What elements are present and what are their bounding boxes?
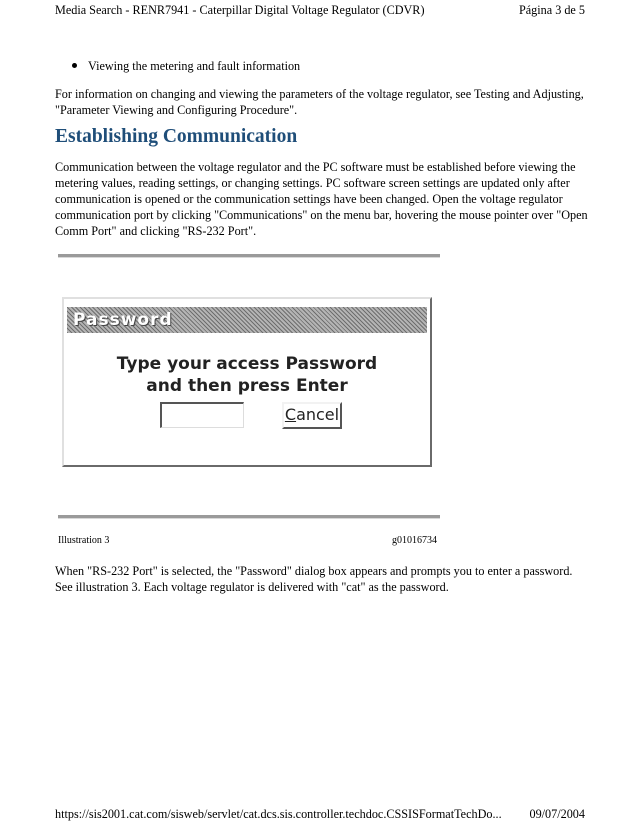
figure-top-rule (58, 254, 440, 258)
page-footer (55, 806, 585, 822)
cancel-button[interactable] (282, 402, 342, 429)
dialog-title-bar (67, 307, 427, 333)
document-title: Media Search - RENR7941 - Caterpillar Digital Voltage Regulator (CDVR) (55, 3, 425, 17)
section-body: Communication between the voltage regulator and the PC software must be established before viewing the metering values, reading settings, or changing settings. PC software screen settings are updated only after communication is opened or the communication settings have been changed. Open the voltage regulator communication port by clicking "Communications" on the menu bar, hovering the mouse pointer over "Open Comm Port" and clicking "RS-232 Port". (55, 160, 588, 238)
page-number: Página 3 de 5 (518, 3, 585, 17)
closing-paragraph: When "RS-232 Port" is selected, the "Password" dialog box appears and prompts you to enter a password. See illustration 3. Each voltage regulator is delivered with "cat" as the password. (55, 564, 573, 594)
password-input[interactable] (160, 402, 244, 428)
dialog-prompt: Type your access Password and then press Enter (116, 354, 378, 396)
bullet-icon (72, 63, 77, 68)
page-header (55, 2, 585, 18)
cancel-mnemonic: C (284, 405, 297, 424)
intro-paragraph: For information on changing and viewing the parameters of the voltage regulator, see Testing and Adjusting, "Parameter Viewing and Configuring Procedure". (55, 87, 584, 117)
list-item-text: Viewing the metering and fault information (88, 59, 301, 73)
cancel-label: ancel (296, 405, 340, 424)
list-item (70, 58, 300, 74)
footer-url: https://sis2001.cat.com/sisweb/servlet/cat.dcs.sis.controller.techdoc.CSSISFormatTechDo... (55, 807, 502, 821)
figure-bottom-rule (58, 515, 440, 519)
section-heading: Establishing Communication (55, 126, 298, 147)
dialog-title: Password (73, 310, 173, 330)
graphic-id: g01016734 (392, 535, 437, 546)
bullet-list (70, 58, 300, 74)
footer-date: 09/07/2004 (529, 807, 585, 821)
password-dialog (62, 297, 432, 467)
figure-caption: Illustration 3 (58, 535, 110, 546)
